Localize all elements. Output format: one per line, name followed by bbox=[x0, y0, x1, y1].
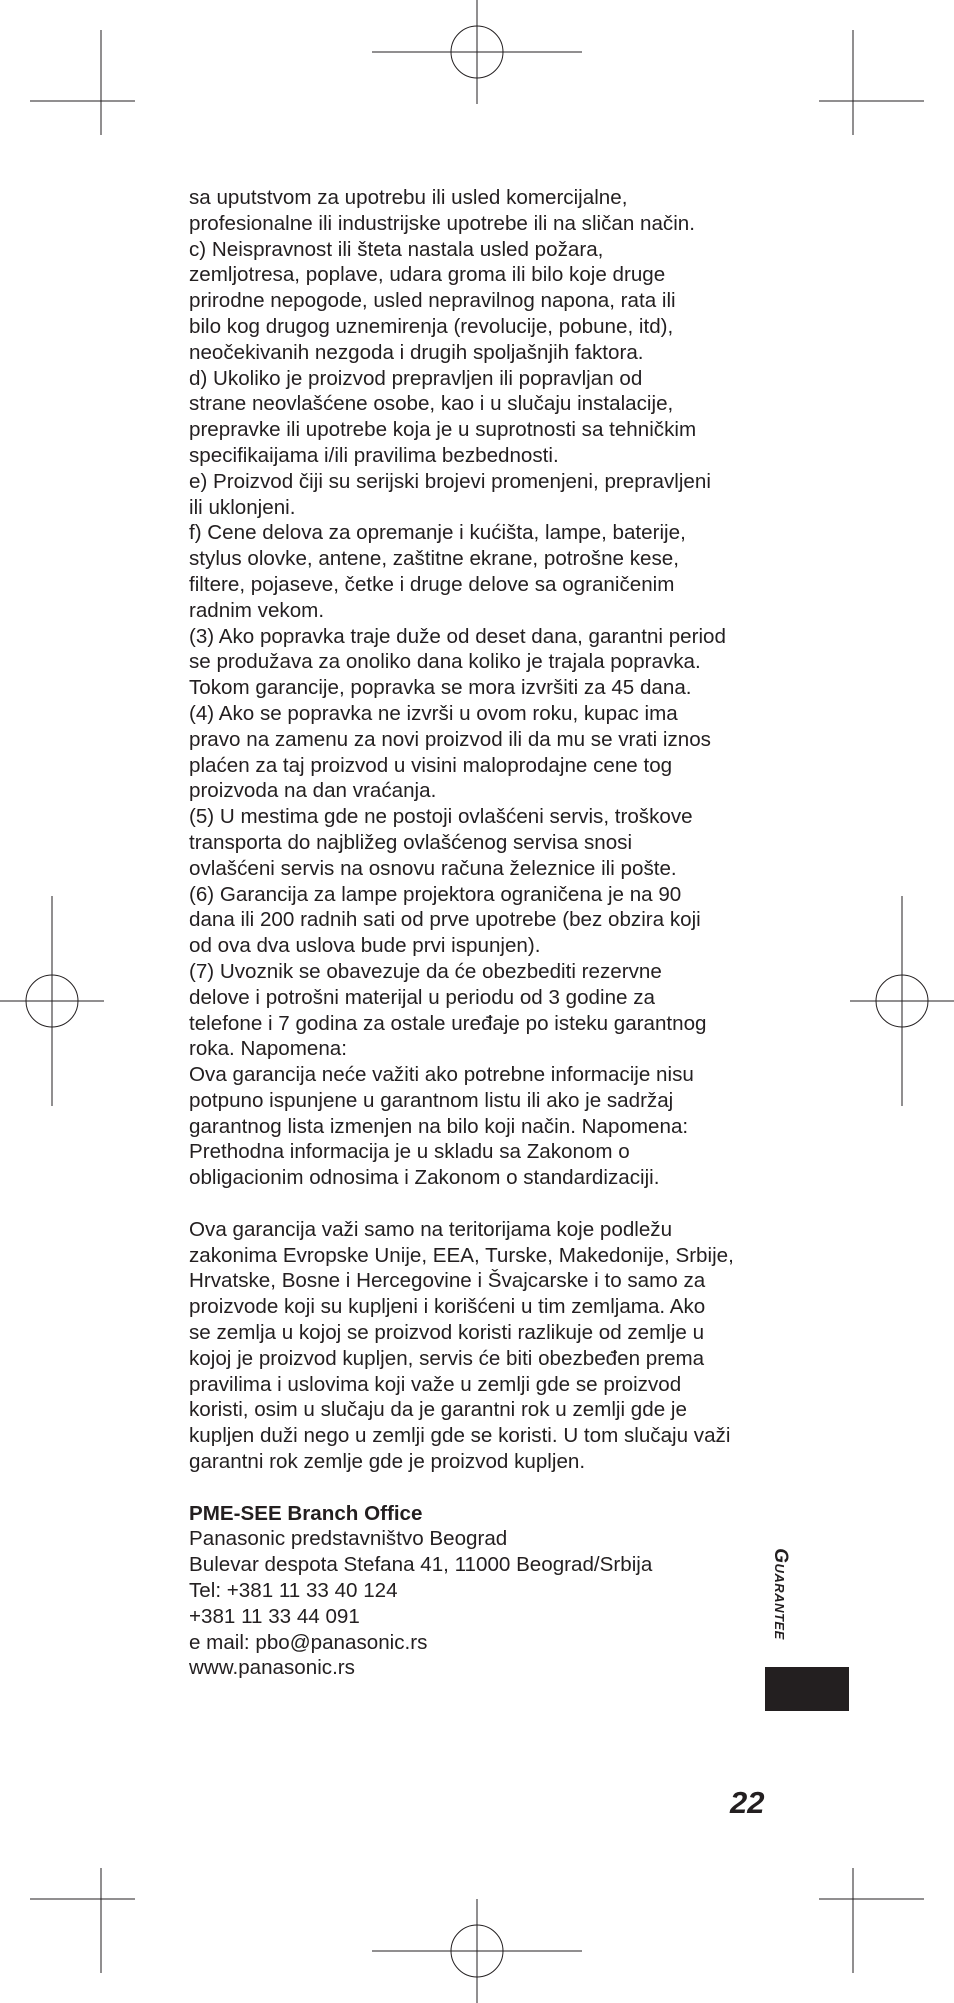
text-line: garantnog lista izmenjen na bilo koji način. Napomena: bbox=[189, 1114, 689, 1138]
text-line: neočekivanih nezgoda i drugih spoljašnjih faktora. bbox=[189, 340, 644, 364]
territory-paragraph bbox=[189, 1217, 769, 1475]
text-line: stylus olovke, antene, zaštitne ekrane, potrošne kese, bbox=[189, 547, 679, 571]
text-line: kojoj je proizvod kupljen, servis će biti obezbeđen prema bbox=[189, 1346, 705, 1370]
office-email: e mail: pbo@panasonic.rs bbox=[189, 1630, 428, 1654]
text-line: specifikaijama i/ili pravilima bezbednosti. bbox=[189, 443, 559, 467]
page-body bbox=[189, 185, 769, 1681]
text-line: koristi, osim u slučaju da je garantni rok u zemlji gde je bbox=[189, 1398, 687, 1422]
text-line: zakonima Evropske Unije, EEA, Turske, Makedonije, Srbije, bbox=[189, 1243, 734, 1267]
text-line: delove i potrošni materijal u periodu od 3 godine za bbox=[189, 985, 655, 1009]
text-line: prepravke ili upotrebe koja je u suprotnosti sa tehničkim bbox=[189, 418, 697, 442]
text-line: kupljen duži nego u zemlji gde se koristi. U tom slučaju važi bbox=[189, 1424, 731, 1448]
section-side-label-text: Guarantee bbox=[770, 1548, 791, 1640]
page-number: 22 bbox=[730, 1785, 765, 1820]
text-line: Prethodna informacija je u skladu sa Zakonom o bbox=[189, 1140, 630, 1164]
text-line: Tokom garancije, popravka se mora izvršiti za 45 dana. bbox=[189, 676, 692, 700]
text-line: Ova garancija važi samo na teritorijama koje podležu bbox=[189, 1217, 673, 1241]
text-line: radnim vekom. bbox=[189, 598, 325, 622]
text-line: se produžava za onoliko dana koliko je trajala popravka. bbox=[189, 650, 701, 674]
text-line: potpuno ispunjene u garantnom listu ili ako je sadržaj bbox=[189, 1088, 674, 1112]
text-line: Hrvatske, Bosne i Hercegovine i Švajcarske i to samo za bbox=[189, 1269, 706, 1293]
text-line: Ova garancija neće važiti ako potrebne informacije nisu bbox=[189, 1063, 694, 1087]
office-phone-2: +381 11 33 44 091 bbox=[189, 1604, 360, 1628]
text-line: (5) U mestima gde ne postoji ovlašćeni servis, troškove bbox=[189, 805, 693, 829]
text-line: f) Cene delova za opremanje i kućišta, lampe, baterije, bbox=[189, 521, 686, 545]
text-line: strane neovlašćene osobe, kao i u slučaju instalacije, bbox=[189, 392, 674, 416]
text-line: pravilima i uslovima koji važe u zemlji gde se proizvod bbox=[189, 1372, 682, 1396]
office-phone: Tel: +381 11 33 40 124 bbox=[189, 1579, 398, 1603]
text-line: c) Neispravnost ili šteta nastala usled požara, bbox=[189, 237, 604, 261]
text-line: (3) Ako popravka traje duže od deset dana, garantni period bbox=[189, 624, 726, 648]
text-line: (7) Uvoznik se obavezuje da će obezbediti rezervne bbox=[189, 959, 662, 983]
text-line: od ova dva uslova bude prvi ispunjen). bbox=[189, 934, 541, 958]
office-address bbox=[189, 1501, 769, 1682]
text-line: bilo kog drugog uznemirenja (revolucije, pobune, itd), bbox=[189, 314, 674, 338]
text-line: filtere, pojaseve, četke i druge delove sa ograničenim bbox=[189, 572, 675, 596]
section-tab-marker bbox=[765, 1667, 849, 1711]
text-line: sa uputstvom za upotrebu ili usled komercijalne, bbox=[189, 186, 628, 209]
office-name: Panasonic predstavništvo Beograd bbox=[189, 1527, 508, 1551]
text-line: ovlašćeni servis na osnovu računa železnice ili pošte. bbox=[189, 856, 677, 880]
text-line: d) Ukoliko je proizvod prepravljen ili popravljan od bbox=[189, 366, 643, 390]
text-line: proizvoda na dan vraćanja. bbox=[189, 779, 437, 803]
office-heading: PME-SEE Branch Office bbox=[189, 1501, 423, 1525]
text-line: ili uklonjeni. bbox=[189, 495, 296, 519]
text-line: e) Proizvod čiji su serijski brojevi promenjeni, prepravljeni bbox=[189, 469, 711, 493]
text-line: prirodne nepogode, usled nepravilnog napona, rata ili bbox=[189, 289, 676, 313]
text-line: obligacionim odnosima i Zakonom o standardizaciji. bbox=[189, 1166, 660, 1190]
text-line: telefone i 7 godina za ostale uređaje po isteku garantnog bbox=[189, 1011, 707, 1035]
text-line: (4) Ako se popravka ne izvrši u ovom roku, kupac ima bbox=[189, 701, 678, 725]
text-line: pravo na zamenu za novi proizvod ili da mu se vrati iznos bbox=[189, 727, 711, 751]
warranty-conditions bbox=[189, 185, 769, 1191]
text-line: proizvode koji su kupljeni i korišćeni u tim zemljama. Ako bbox=[189, 1295, 706, 1319]
text-line: garantni rok zemlje gde je proizvod kupljen. bbox=[189, 1450, 586, 1474]
office-website: www.panasonic.rs bbox=[189, 1656, 355, 1680]
paragraph-spacer bbox=[189, 1191, 769, 1217]
text-line: (6) Garancija za lampe projektora ograničena je na 90 bbox=[189, 882, 682, 906]
text-line: transporta do najbližeg ovlašćenog servisa snosi bbox=[189, 830, 633, 854]
text-line: zemljotresa, poplave, udara groma ili bilo koje druge bbox=[189, 263, 666, 287]
office-street: Bulevar despota Stefana 41, 11000 Beograd/Srbija bbox=[189, 1553, 653, 1577]
section-side-label bbox=[765, 1530, 795, 1658]
paragraph-spacer bbox=[189, 1475, 769, 1501]
text-line: dana ili 200 radnih sati od prve upotrebe (bez obzira koji bbox=[189, 908, 701, 932]
text-line: roka. Napomena: bbox=[189, 1037, 347, 1061]
text-line: plaćen za taj proizvod u visini maloprodajne cene tog bbox=[189, 753, 673, 777]
text-line: profesionalne ili industrijske upotrebe ili na sličan način. bbox=[189, 211, 695, 235]
text-line: se zemlja u kojoj se proizvod koristi razlikuje od zemlje u bbox=[189, 1321, 705, 1345]
